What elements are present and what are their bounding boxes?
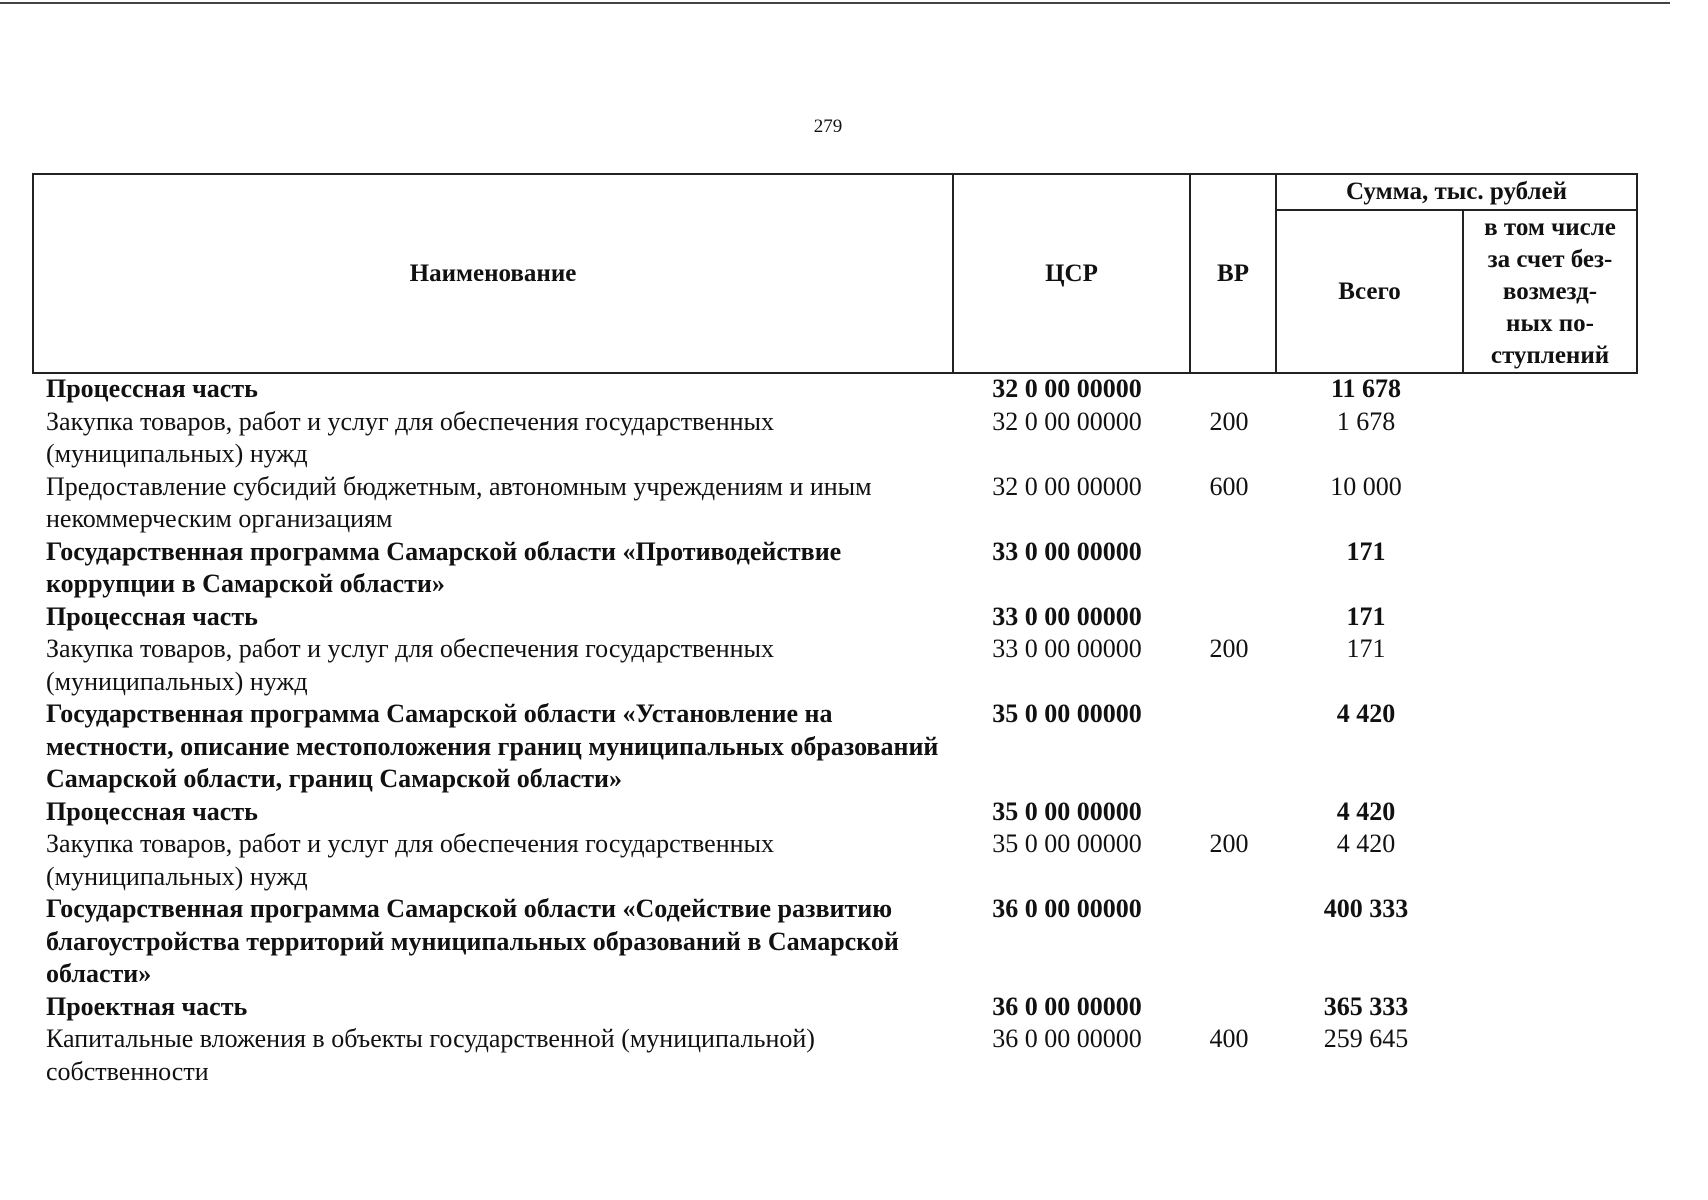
row-vr: 200 <box>1209 634 1249 663</box>
row-csr: 36 0 00 00000 <box>992 991 1142 1021</box>
row-name: Государственная программа Самарской области «Содействие развитию благоустройства территорий муниципальных образований в Самарской области» <box>46 894 899 988</box>
row-csr: 33 0 00 00000 <box>992 536 1142 566</box>
row-name: Предоставление субсидий бюджетным, автономным учреждениям и иным некоммерческим организациям <box>46 471 872 533</box>
row-csr: 36 0 00 00000 <box>992 894 1142 923</box>
row-csr: 35 0 00 00000 <box>992 699 1142 728</box>
row-total: 11 678 <box>1330 374 1402 403</box>
row-csr: 32 0 00 00000 <box>992 406 1142 436</box>
row-name: Закупка товаров, работ и услуг для обеспечения государственных (муниципальных) нужд <box>46 634 775 696</box>
row-csr: 33 0 00 00000 <box>992 634 1142 663</box>
row-name: Процессная часть <box>46 796 258 826</box>
table-row <box>32 828 1636 893</box>
table-row <box>32 796 1636 829</box>
table-row <box>32 373 1636 406</box>
including-line: ступлений <box>1490 341 1610 369</box>
row-csr: 35 0 00 00000 <box>992 796 1142 826</box>
row-total: 171 <box>1346 536 1386 566</box>
row-name: Закупка товаров, работ и услуг для обеспечения государственных (муниципальных) нужд <box>46 406 775 468</box>
column-header-including <box>1463 210 1637 373</box>
row-total: 171 <box>1346 634 1386 663</box>
row-name: Государственная программа Самарской области «Установление на местности, описание местоположения границ муниципальных образований Самарской области, границ Самарской области» <box>46 699 939 793</box>
including-line: в том числе <box>1484 213 1616 241</box>
row-total: 1 678 <box>1336 406 1396 436</box>
row-name: Проектная часть <box>46 991 248 1021</box>
row-vr: 600 <box>1209 471 1249 501</box>
page-number: 279 <box>813 116 843 137</box>
including-line: ных по- <box>1506 309 1594 337</box>
row-csr: 33 0 00 00000 <box>992 601 1142 631</box>
top-scan-edge <box>0 2 1670 4</box>
row-vr: 200 <box>1209 829 1249 858</box>
column-header-sum-group: Сумма, тыс. рублей <box>1276 174 1637 210</box>
including-line: возмезд- <box>1502 277 1598 305</box>
row-vr: 200 <box>1209 406 1249 436</box>
row-csr: 35 0 00 00000 <box>992 829 1142 858</box>
table-row <box>32 536 1636 601</box>
table-row <box>32 991 1636 1024</box>
row-name: Капитальные вложения в объекты государственной (муниципальной) собственности <box>46 1024 815 1086</box>
row-total: 400 333 <box>1323 894 1409 923</box>
column-header-vr: ВР <box>1190 174 1276 373</box>
row-total: 4 420 <box>1336 829 1396 858</box>
column-header-csr: ЦСР <box>953 174 1190 373</box>
table-body <box>32 373 1636 1088</box>
table-row <box>32 406 1636 471</box>
row-name: Процессная часть <box>46 601 258 631</box>
table-row <box>32 698 1636 796</box>
table-row <box>32 471 1636 536</box>
table-row <box>32 633 1636 698</box>
table-header <box>32 173 1638 374</box>
table-row <box>32 1023 1636 1088</box>
table-row <box>32 601 1636 634</box>
row-total: 4 420 <box>1336 796 1396 826</box>
row-name: Закупка товаров, работ и услуг для обеспечения государственных (муниципальных) нужд <box>46 829 775 891</box>
row-total: 171 <box>1346 601 1386 631</box>
row-total: 365 333 <box>1323 991 1409 1021</box>
row-total: 10 000 <box>1330 471 1402 501</box>
row-csr: 36 0 00 00000 <box>992 1024 1142 1053</box>
row-total: 259 645 <box>1323 1024 1409 1053</box>
row-name: Государственная программа Самарской области «Противодействие коррупции в Самарской области» <box>46 536 842 598</box>
row-total: 4 420 <box>1336 699 1396 728</box>
column-header-name: Наименование <box>33 174 953 373</box>
row-vr: 400 <box>1209 1024 1249 1053</box>
row-csr: 32 0 00 00000 <box>992 471 1142 501</box>
row-name: Процессная часть <box>46 374 258 403</box>
row-csr: 32 0 00 00000 <box>992 374 1142 403</box>
table-row <box>32 893 1636 991</box>
column-header-total: Всего <box>1276 210 1463 373</box>
including-line: за счет без- <box>1487 245 1613 273</box>
